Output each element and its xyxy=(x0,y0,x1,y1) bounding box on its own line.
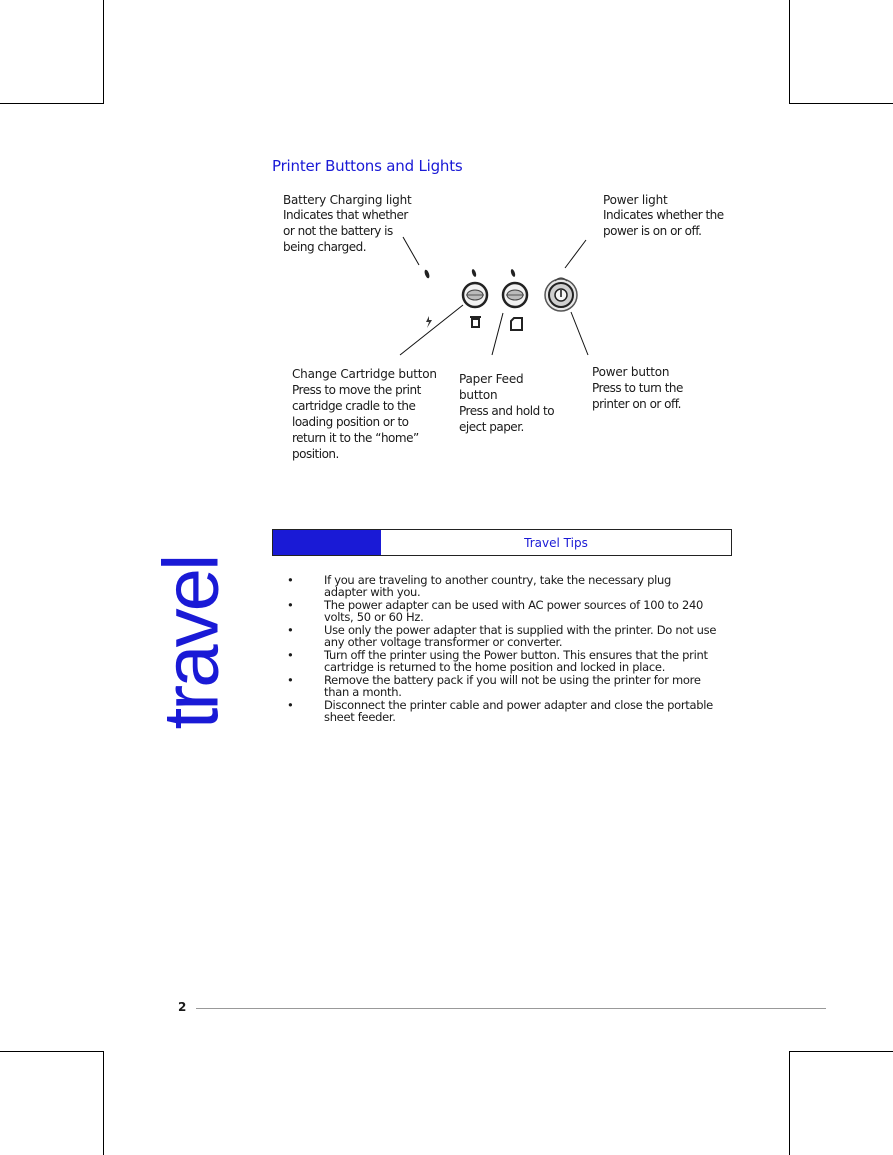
leader-change-cartridge xyxy=(400,305,463,355)
change-cartridge-title: Change Cartridge button xyxy=(292,367,437,381)
crop-mark-bottom-left xyxy=(0,1051,104,1155)
trash-icon xyxy=(470,316,481,328)
bullet: • xyxy=(287,698,294,712)
tips-list xyxy=(287,575,717,725)
tips-header-color-block xyxy=(273,530,381,555)
tip-text: If you are traveling to another country, take the necessary plug adapter with you. xyxy=(324,573,671,599)
list-item xyxy=(287,625,717,648)
bullet: • xyxy=(287,648,294,662)
battery-charging-light-icon xyxy=(424,269,431,279)
power-button-desc: Press to turn the printer on or off. xyxy=(592,381,683,411)
power-button-icon xyxy=(545,278,577,311)
tips-title: Travel Tips xyxy=(524,536,588,550)
crop-mark-top-right xyxy=(789,0,893,104)
battery-light-desc: Indicates that whether or not the battery is being charged. xyxy=(283,208,408,254)
tip-text: Disconnect the printer cable and power adapter and close the portable sheet feeder. xyxy=(324,698,713,724)
bullet: • xyxy=(287,673,294,687)
list-item xyxy=(287,600,717,623)
leader-power-button xyxy=(571,312,588,355)
page-icon xyxy=(511,318,522,330)
section-title: Printer Buttons and Lights xyxy=(272,157,463,175)
side-tab-word-text: travel xyxy=(146,556,235,729)
list-item xyxy=(287,650,717,673)
side-tab-word xyxy=(146,540,235,745)
tip-text: Remove the battery pack if you will not be using the printer for more than a month. xyxy=(324,673,701,699)
leader-lines xyxy=(400,237,588,355)
list-item xyxy=(287,700,717,723)
power-light-title: Power light xyxy=(603,193,668,207)
tip-text: The power adapter can be used with AC power sources of 100 to 240 volts, 50 or 60 Hz. xyxy=(324,598,703,624)
paper-feed-button-icon xyxy=(503,269,527,307)
page-number: 2 xyxy=(178,1000,187,1014)
change-cartridge-desc: Press to move the print cartridge cradle to the loading position or to return it to the “home” position. xyxy=(292,383,421,461)
paper-feed-title: Paper Feed button xyxy=(459,372,524,402)
bullet: • xyxy=(287,598,294,612)
crop-mark-bottom-right xyxy=(789,1051,893,1155)
paper-feed-desc: Press and hold to eject paper. xyxy=(459,404,555,434)
tip-text: Turn off the printer using the Power button. This ensures that the print cartridge is returned to the home position and locked in place. xyxy=(324,648,708,674)
leader-paper-feed xyxy=(492,313,503,355)
tips-header xyxy=(272,529,732,556)
change-cartridge-button-icon xyxy=(463,269,487,307)
bullet: • xyxy=(287,573,294,587)
battery-light-title: Battery Charging light xyxy=(283,193,412,207)
list-item xyxy=(287,675,717,698)
tip-text: Use only the power adapter that is supplied with the printer. Do not use any other voltage transformer or converter. xyxy=(324,623,717,649)
crop-mark-top-left xyxy=(0,0,104,104)
footer-rule xyxy=(196,1008,826,1009)
bolt-icon xyxy=(426,316,432,328)
power-light-desc: Indicates whether the power is on or off. xyxy=(603,208,724,238)
list-item xyxy=(287,575,717,598)
power-button-title: Power button xyxy=(592,365,670,379)
bullet: • xyxy=(287,623,294,637)
leader-power-light xyxy=(565,240,586,268)
